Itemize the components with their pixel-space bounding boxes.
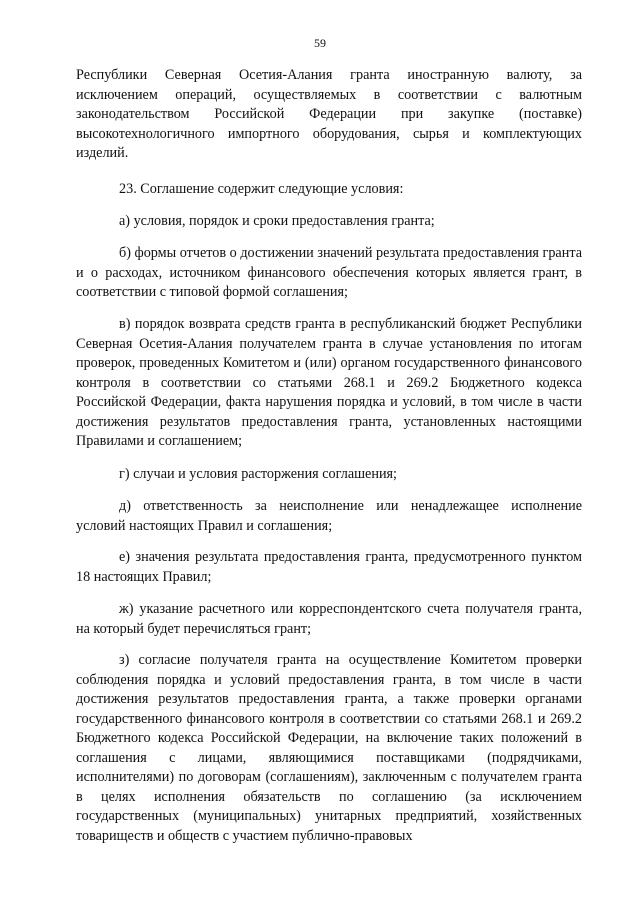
paragraph-item-a: а) условия, порядок и сроки предоставления гранта; — [119, 213, 435, 229]
paragraph-item-g: г) случаи и условия расторжения соглашения; — [119, 466, 397, 482]
page-number: 59 — [314, 36, 326, 50]
paragraph-item-d: д) ответственность за неисполнение или ненадлежащее исполнение условий настоящих Правил и соглашения; — [76, 498, 582, 534]
paragraph-item-zh: ж) указание расчетного или корреспондентского счета получателя гранта, на который будет перечисляться грант; — [76, 601, 582, 637]
paragraph-clause-23: 23. Соглашение содержит следующие условия: — [119, 181, 404, 197]
paragraph-item-v: в) порядок возврата средств гранта в республиканский бюджет Республики Северная Осетия-Алания получателем гранта в случае установления по итогам проверок, проведенных Комитетом и (или) органом государственного финансового контроля в соответствии со статьями 268.1 и 269.2 Бюджетного кодекса Российской Федерации, факта нарушения порядка и условий, в том числе в части достижения результатов предоставления гранта, установленных настоящими Правилами и соглашением; — [76, 316, 582, 449]
paragraph-continuation: Республики Северная Осетия-Алания гранта иностранную валюту, за исключением операций, осуществляемых в соответствии с валютным законодательством Российской Федерации при закупке (поставке) высокотехнологичного импортного оборудования, сырья и комплектующих изделий. — [76, 67, 582, 161]
paragraph-item-e: е) значения результата предоставления гранта, предусмотренного пунктом 18 настоящих Правил; — [76, 549, 582, 585]
paragraph-item-b: б) формы отчетов о достижении значений результата предоставления гранта и о расходах, источником финансового обеспечения которых является грант, в соответствии с типовой формой соглашения; — [76, 245, 582, 300]
paragraph-item-z: з) согласие получателя гранта на осуществление Комитетом проверки соблюдения порядка и условий предоставления гранта, в том числе в части достижения результатов предоставления гранта, а также проверки органами государственного финансового контроля в соответствии со статьями 268.1 и 269.2 Бюджетного кодекса Российской Федерации, на включение таких положений в соглашения с лицами, являющимися поставщиками (подрядчиками, исполнителями) по договорам (соглашениям), заключенным с получателем гранта в целях исполнения обязательств по соглашению (за исключением государственных (муниципальных) унитарных предприятий, хозяйственных товариществ и обществ с участием публично-правовых — [76, 652, 582, 844]
